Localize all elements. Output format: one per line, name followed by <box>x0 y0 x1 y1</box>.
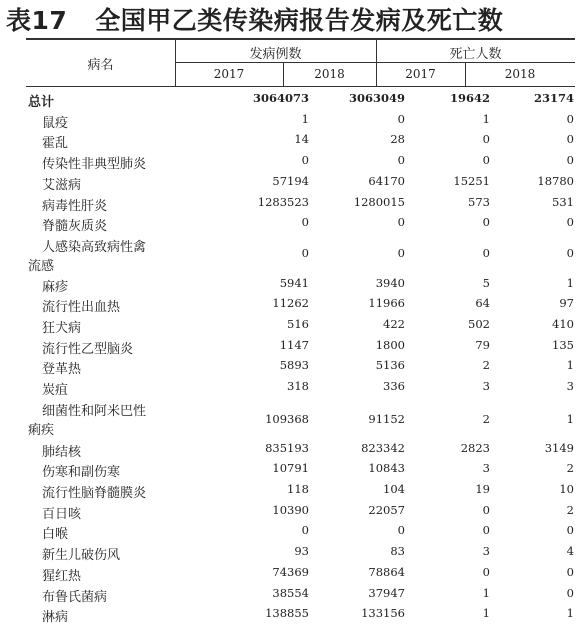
cell-inc-2017: 835193 <box>265 441 309 455</box>
cell-death-2018: 0 <box>566 523 574 537</box>
cell-death-2017: 0 <box>482 132 490 146</box>
cell-inc-2018: 83 <box>390 544 405 558</box>
cell-death-2018: 135 <box>552 338 574 352</box>
cell-death-2018: 18780 <box>537 174 574 188</box>
disease-name: 狂犬病 <box>42 321 82 336</box>
cell-inc-2017: 138855 <box>265 606 309 620</box>
disease-name: 布鲁氏菌病 <box>42 590 108 605</box>
cell-death-2017: 2 <box>482 412 490 426</box>
cell-inc-2018: 78864 <box>368 565 405 579</box>
cell-inc-2017: 0 <box>301 246 309 260</box>
disease-name: 霍乱 <box>42 136 69 151</box>
cell-inc-2018: 0 <box>397 153 405 167</box>
cell-inc-2018: 422 <box>383 317 405 331</box>
cell-death-2018: 0 <box>566 153 574 167</box>
disease-name: 传染性非典型肺炎 <box>42 157 147 172</box>
disease-name-line1: 人感染高致病性禽 <box>42 240 147 255</box>
disease-name: 肺结核 <box>42 445 82 460</box>
cell-death-2017: 0 <box>482 523 490 537</box>
cell-inc-2018: 64170 <box>368 174 405 188</box>
cell-death-2018: 1 <box>566 606 574 620</box>
disease-name-line2: 流感 <box>28 259 55 274</box>
cell-inc-2018: 1280015 <box>353 195 405 209</box>
cell-death-2017: 15251 <box>453 174 490 188</box>
cell-inc-2017: 0 <box>301 215 309 229</box>
cell-inc-2018: 1800 <box>375 338 405 352</box>
cell-inc-2017: 57194 <box>272 174 309 188</box>
disease-name: 流行性乙型脑炎 <box>42 342 134 357</box>
header-group-rule <box>175 62 575 63</box>
cell-inc-2018: 0 <box>397 112 405 126</box>
cell-inc-2018: 28 <box>390 132 405 146</box>
cell-inc-2018: 37947 <box>368 586 405 600</box>
cell-inc-2017: 10791 <box>272 461 309 475</box>
table-top-rule <box>26 38 575 40</box>
cell-death-2017: 0 <box>482 503 490 517</box>
cell-inc-2018: 336 <box>383 379 405 393</box>
cell-inc-2017: 109368 <box>265 412 309 426</box>
cell-inc-2017: 516 <box>287 317 309 331</box>
disease-name: 伤寒和副伤寒 <box>42 465 121 480</box>
disease-name: 病毒性肝炎 <box>42 199 108 214</box>
disease-name: 总计 <box>28 95 55 110</box>
disease-name: 猩红热 <box>42 569 82 584</box>
cell-death-2018: 4 <box>566 544 574 558</box>
cell-death-2018: 410 <box>552 317 574 331</box>
cell-death-2018: 531 <box>552 195 574 209</box>
cell-death-2018: 0 <box>566 565 574 579</box>
cell-death-2017: 0 <box>482 565 490 579</box>
disease-name-line1: 细菌性和阿米巴性 <box>42 404 147 419</box>
cell-death-2018: 3149 <box>544 441 574 455</box>
cell-death-2018: 0 <box>566 112 574 126</box>
cell-death-2017: 2823 <box>460 441 490 455</box>
cell-death-2017: 502 <box>468 317 490 331</box>
cell-death-2017: 79 <box>475 338 490 352</box>
cell-inc-2018: 0 <box>397 215 405 229</box>
disease-name: 百日咳 <box>42 507 82 522</box>
cell-inc-2018: 22057 <box>368 503 405 517</box>
cell-death-2017: 0 <box>482 153 490 167</box>
cell-inc-2017: 1147 <box>279 338 309 352</box>
cell-death-2018: 1 <box>566 276 574 290</box>
cell-inc-2017: 0 <box>301 153 309 167</box>
cell-death-2018: 2 <box>566 503 574 517</box>
disease-name: 炭疽 <box>42 383 69 398</box>
header-year-inc-2017: 2017 <box>213 67 245 81</box>
cell-death-2017: 19642 <box>449 91 490 105</box>
header-year-inc-2018: 2018 <box>314 67 345 81</box>
cell-inc-2018: 11966 <box>368 296 405 310</box>
cell-death-2017: 1 <box>482 606 490 620</box>
disease-name: 艾滋病 <box>42 178 82 193</box>
cell-inc-2017: 38554 <box>272 586 309 600</box>
cell-death-2017: 573 <box>468 195 490 209</box>
cell-inc-2018: 0 <box>397 246 405 260</box>
disease-name: 鼠疫 <box>42 116 69 131</box>
table-title-text: 全国甲乙类传染病报告发病及死亡数 <box>95 6 504 35</box>
cell-inc-2017: 118 <box>287 482 309 496</box>
disease-name: 脊髓灰质炎 <box>42 219 108 234</box>
cell-inc-2017: 3064073 <box>252 91 309 105</box>
cell-inc-2018: 0 <box>397 523 405 537</box>
cell-death-2017: 1 <box>482 112 490 126</box>
disease-name: 流行性脑脊髓膜炎 <box>42 486 147 501</box>
cell-death-2018: 0 <box>566 586 574 600</box>
cell-death-2018: 0 <box>566 132 574 146</box>
cell-death-2017: 3 <box>482 379 490 393</box>
header-incidence: 发病例数 <box>249 47 302 62</box>
cell-death-2017: 3 <box>482 461 490 475</box>
cell-death-2017: 1 <box>482 586 490 600</box>
cell-inc-2017: 0 <box>301 523 309 537</box>
cell-inc-2018: 104 <box>383 482 405 496</box>
disease-name: 白喉 <box>42 527 69 542</box>
cell-inc-2018: 5136 <box>375 358 405 372</box>
cell-inc-2017: 1283523 <box>257 195 309 209</box>
cell-death-2017: 5 <box>482 276 490 290</box>
cell-inc-2018: 91152 <box>368 412 405 426</box>
table-number: 表17 <box>6 6 68 35</box>
disease-name-line2: 痢疾 <box>28 423 55 438</box>
cell-death-2018: 3 <box>566 379 574 393</box>
disease-name: 淋病 <box>42 610 69 625</box>
cell-death-2018: 1 <box>566 358 574 372</box>
disease-name: 新生儿破伤风 <box>42 548 121 563</box>
disease-name: 登革热 <box>42 362 82 377</box>
header-year-death-2017: 2017 <box>405 67 436 81</box>
cell-inc-2017: 318 <box>287 379 309 393</box>
header-disease-name: 病名 <box>87 58 114 73</box>
cell-death-2017: 19 <box>475 482 490 496</box>
cell-inc-2018: 823342 <box>361 441 405 455</box>
cell-inc-2017: 10390 <box>272 503 309 517</box>
header-bottom-rule <box>26 86 575 87</box>
cell-inc-2017: 1 <box>301 112 309 126</box>
cell-inc-2017: 5893 <box>279 358 309 372</box>
table-title <box>6 2 503 36</box>
header-year-death-2018: 2018 <box>504 67 536 81</box>
cell-inc-2017: 93 <box>294 544 309 558</box>
cell-inc-2018: 3940 <box>375 276 405 290</box>
cell-death-2018: 23174 <box>533 91 574 105</box>
cell-death-2018: 97 <box>559 296 574 310</box>
disease-name: 麻疹 <box>42 280 69 295</box>
cell-inc-2018: 133156 <box>361 606 405 620</box>
cell-death-2017: 2 <box>482 358 490 372</box>
cell-inc-2018: 3063049 <box>348 91 405 105</box>
cell-death-2018: 10 <box>559 482 574 496</box>
cell-death-2018: 0 <box>566 246 574 260</box>
cell-death-2018: 1 <box>566 412 574 426</box>
cell-inc-2017: 14 <box>294 132 309 146</box>
cell-death-2018: 2 <box>566 461 574 475</box>
cell-death-2017: 3 <box>482 544 490 558</box>
cell-death-2017: 0 <box>482 215 490 229</box>
header-deaths: 死亡人数 <box>449 47 502 62</box>
cell-inc-2017: 5941 <box>279 276 309 290</box>
cell-death-2018: 0 <box>566 215 574 229</box>
cell-death-2017: 0 <box>482 246 490 260</box>
cell-inc-2017: 74369 <box>272 565 309 579</box>
cell-inc-2018: 10843 <box>368 461 405 475</box>
cell-death-2017: 64 <box>475 296 490 310</box>
cell-inc-2017: 11262 <box>272 296 309 310</box>
disease-name: 流行性出血热 <box>42 300 121 315</box>
